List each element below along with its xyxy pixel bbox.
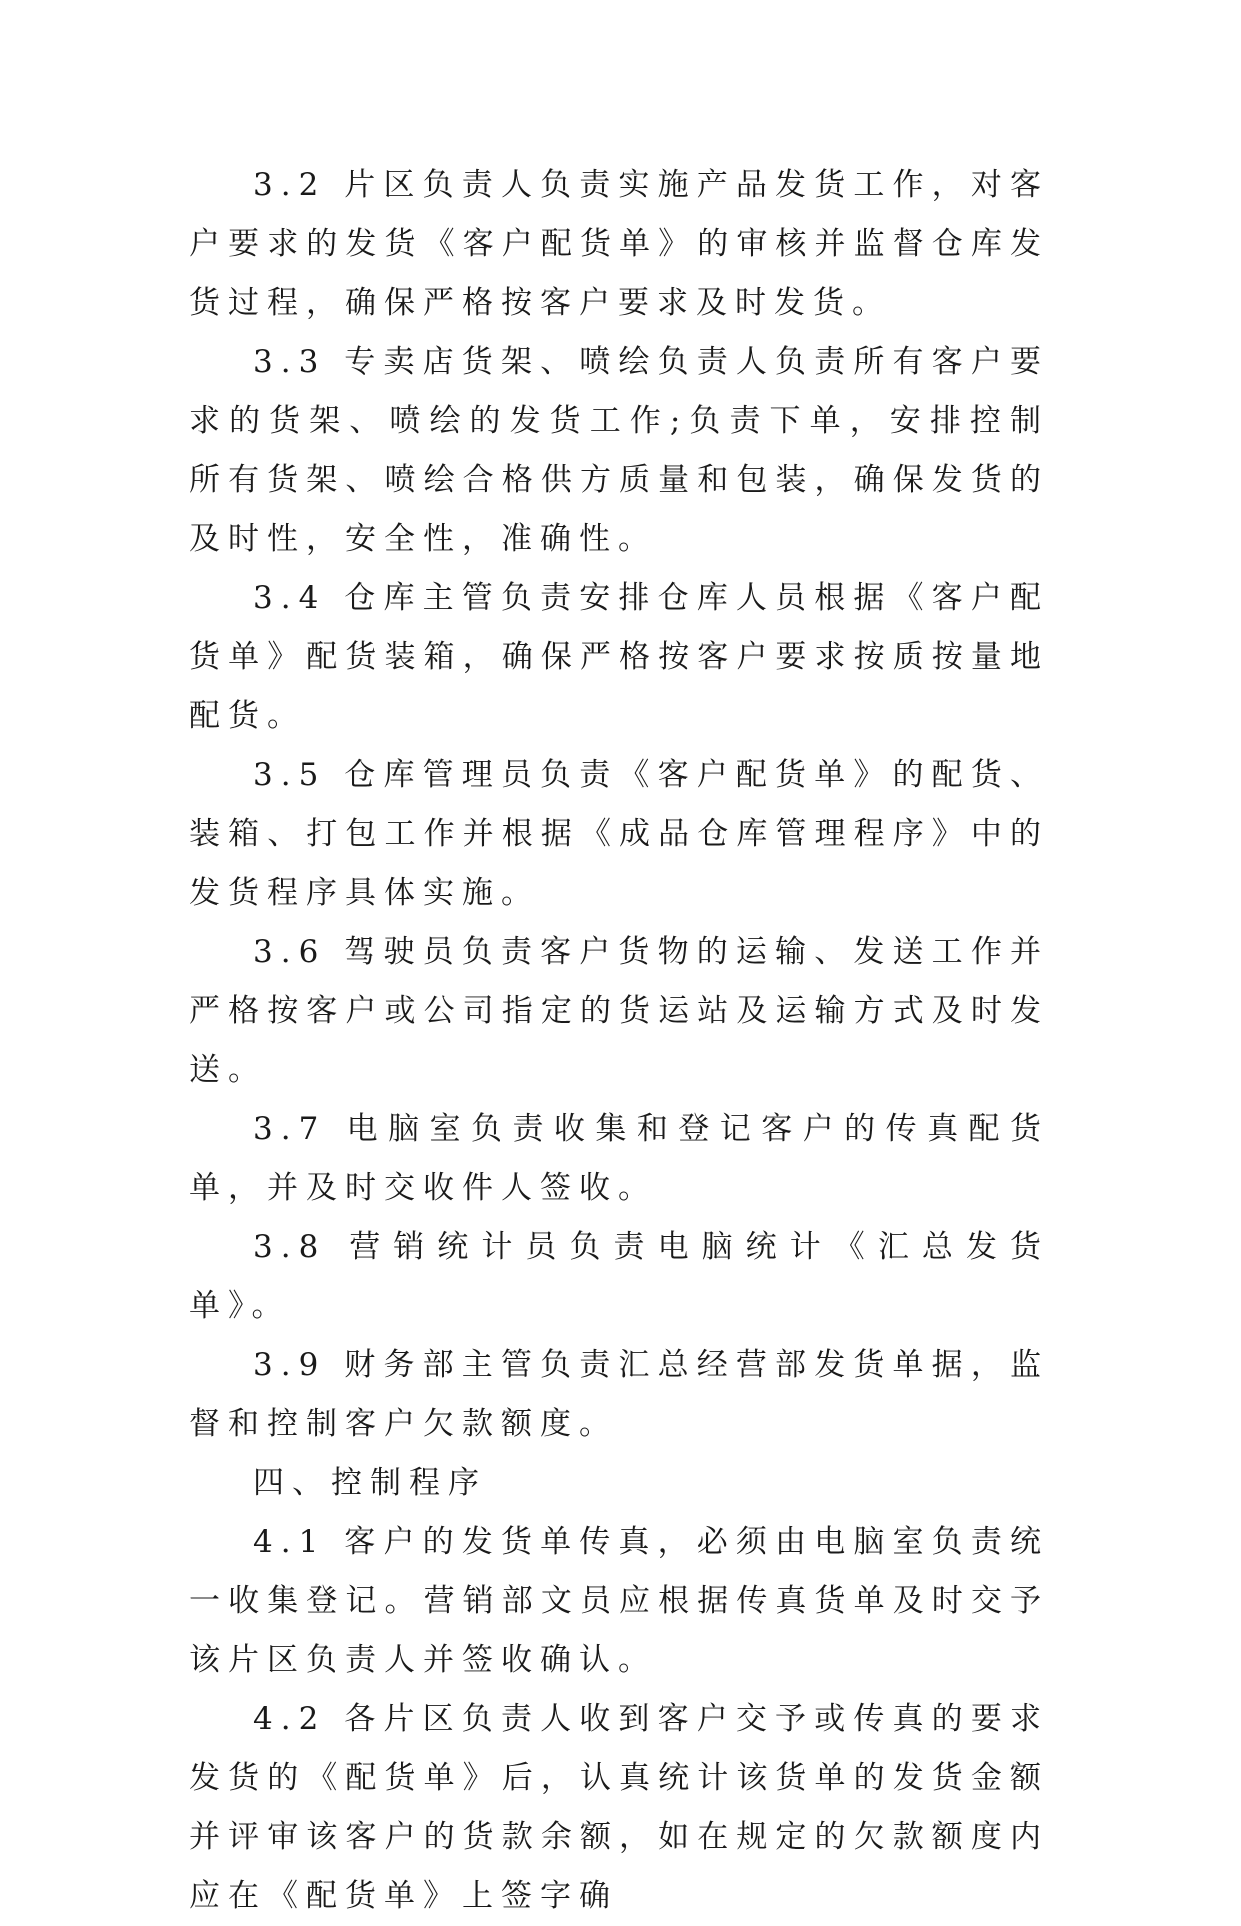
paragraph-3-3: 3.3 专卖店货架、喷绘负责人负责所有客户要求的货架、喷绘的发货工作;负责下单，安排控制所有货架、喷绘合格供方质量和包装，确保发货的及时性，安全性，准确性。 — [189, 344, 1049, 557]
paragraph-3-6: 3.6 驾驶员负责客户货物的运输、发送工作并严格按客户或公司指定的货运站及运输方式及时发送。 — [189, 934, 1049, 1088]
paragraph-3-7: 3.7 电脑室负责收集和登记客户的传真配货单，并及时交收件人签收。 — [189, 1111, 1049, 1206]
paragraph-4-2: 4.2 各片区负责人收到客户交予或传真的要求发货的《配货单》后，认真统计该货单的发货金额并评审该客户的货款余额，如在规定的欠款额度内应在《配货单》上签字确 — [189, 1701, 1049, 1914]
paragraph-4-1: 4.1 客户的发货单传真，必须由电脑室负责统一收集登记。营销部文员应根据传真货单及时交予该片区负责人并签收确认。 — [189, 1524, 1049, 1678]
section-heading-control-procedure: 四、控制程序 — [253, 1465, 487, 1501]
paragraph-3-9: 3.9 财务部主管负责汇总经营部发货单据，监督和控制客户欠款额度。 — [189, 1347, 1049, 1442]
paragraph-3-4: 3.4 仓库主管负责安排仓库人员根据《客户配货单》配货装箱，确保严格按客户要求按质按量地配货。 — [189, 580, 1049, 734]
document-body — [189, 156, 1049, 1926]
paragraph-3-2: 3.2 片区负责人负责实施产品发货工作，对客户要求的发货《客户配货单》的审核并监督仓库发货过程，确保严格按客户要求及时发货。 — [189, 167, 1049, 321]
paragraph-3-8: 3.8 营销统计员负责电脑统计《汇总发货单》。 — [189, 1229, 1049, 1324]
paragraph-3-5: 3.5 仓库管理员负责《客户配货单》的配货、装箱、打包工作并根据《成品仓库管理程序》中的发货程序具体实施。 — [189, 757, 1049, 911]
